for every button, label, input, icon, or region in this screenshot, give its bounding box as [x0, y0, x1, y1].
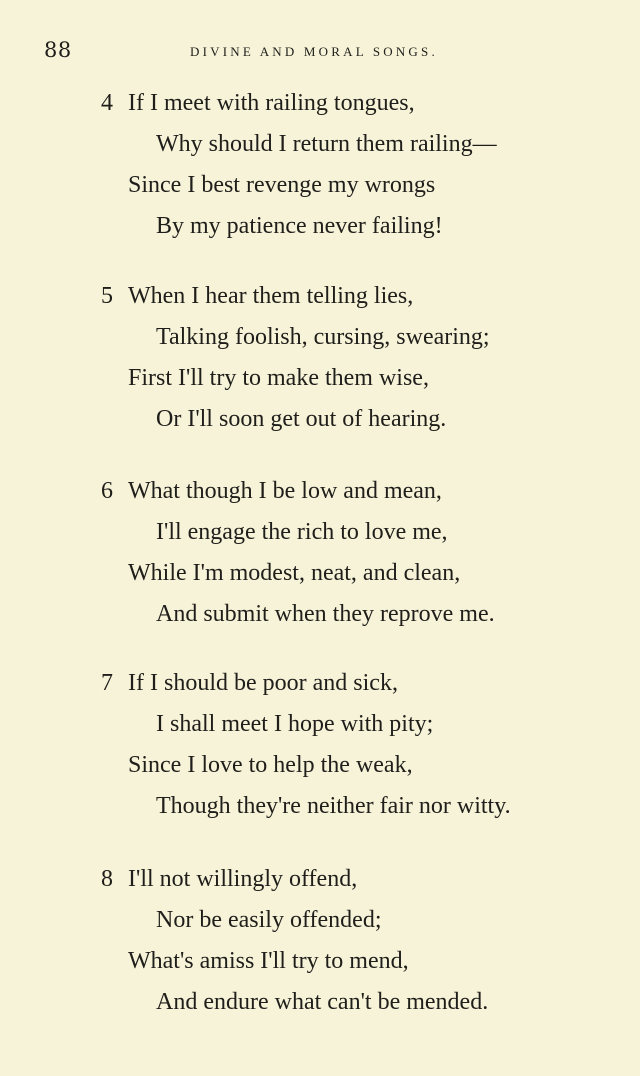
- stanza-number: 8: [101, 866, 113, 892]
- verse-line: What's amiss I'll try to mend,: [128, 948, 409, 974]
- verse-line: Though they're neither fair nor witty.: [156, 793, 511, 819]
- verse-line: I shall meet I hope with pity;: [156, 711, 434, 737]
- verse-line: If I should be poor and sick,: [128, 670, 398, 696]
- verse-line: Why should I return them railing—: [156, 131, 497, 157]
- page-number: 88: [44, 38, 72, 62]
- verse-line: And endure what can't be mended.: [156, 989, 489, 1015]
- verse-line: Or I'll soon get out of hearing.: [156, 406, 447, 432]
- stanza-number: 5: [101, 283, 113, 309]
- stanza-number: 4: [101, 90, 113, 116]
- verse-line: While I'm modest, neat, and clean,: [128, 560, 461, 586]
- verse-line: Talking foolish, cursing, swearing;: [156, 324, 490, 350]
- verse-line: Since I love to help the weak,: [128, 752, 413, 778]
- stanza-number: 7: [101, 670, 113, 696]
- verse-line: Nor be easily offended;: [156, 907, 382, 933]
- verse-line: First I'll try to make them wise,: [128, 365, 429, 391]
- verse-line: Since I best revenge my wrongs: [128, 172, 436, 198]
- running-title: DIVINE AND MORAL SONGS.: [190, 44, 438, 59]
- verse-line: I'll not willingly offend,: [128, 866, 358, 892]
- verse-line: I'll engage the rich to love me,: [156, 519, 448, 545]
- verse-line: If I meet with railing tongues,: [128, 90, 415, 116]
- page-header: [0, 38, 640, 66]
- stanza-number: 6: [101, 478, 113, 504]
- verse-line: When I hear them telling lies,: [128, 283, 414, 309]
- verse-line: What though I be low and mean,: [128, 478, 442, 504]
- verse-line: And submit when they reprove me.: [156, 601, 495, 627]
- verse-line: By my patience never failing!: [156, 213, 443, 239]
